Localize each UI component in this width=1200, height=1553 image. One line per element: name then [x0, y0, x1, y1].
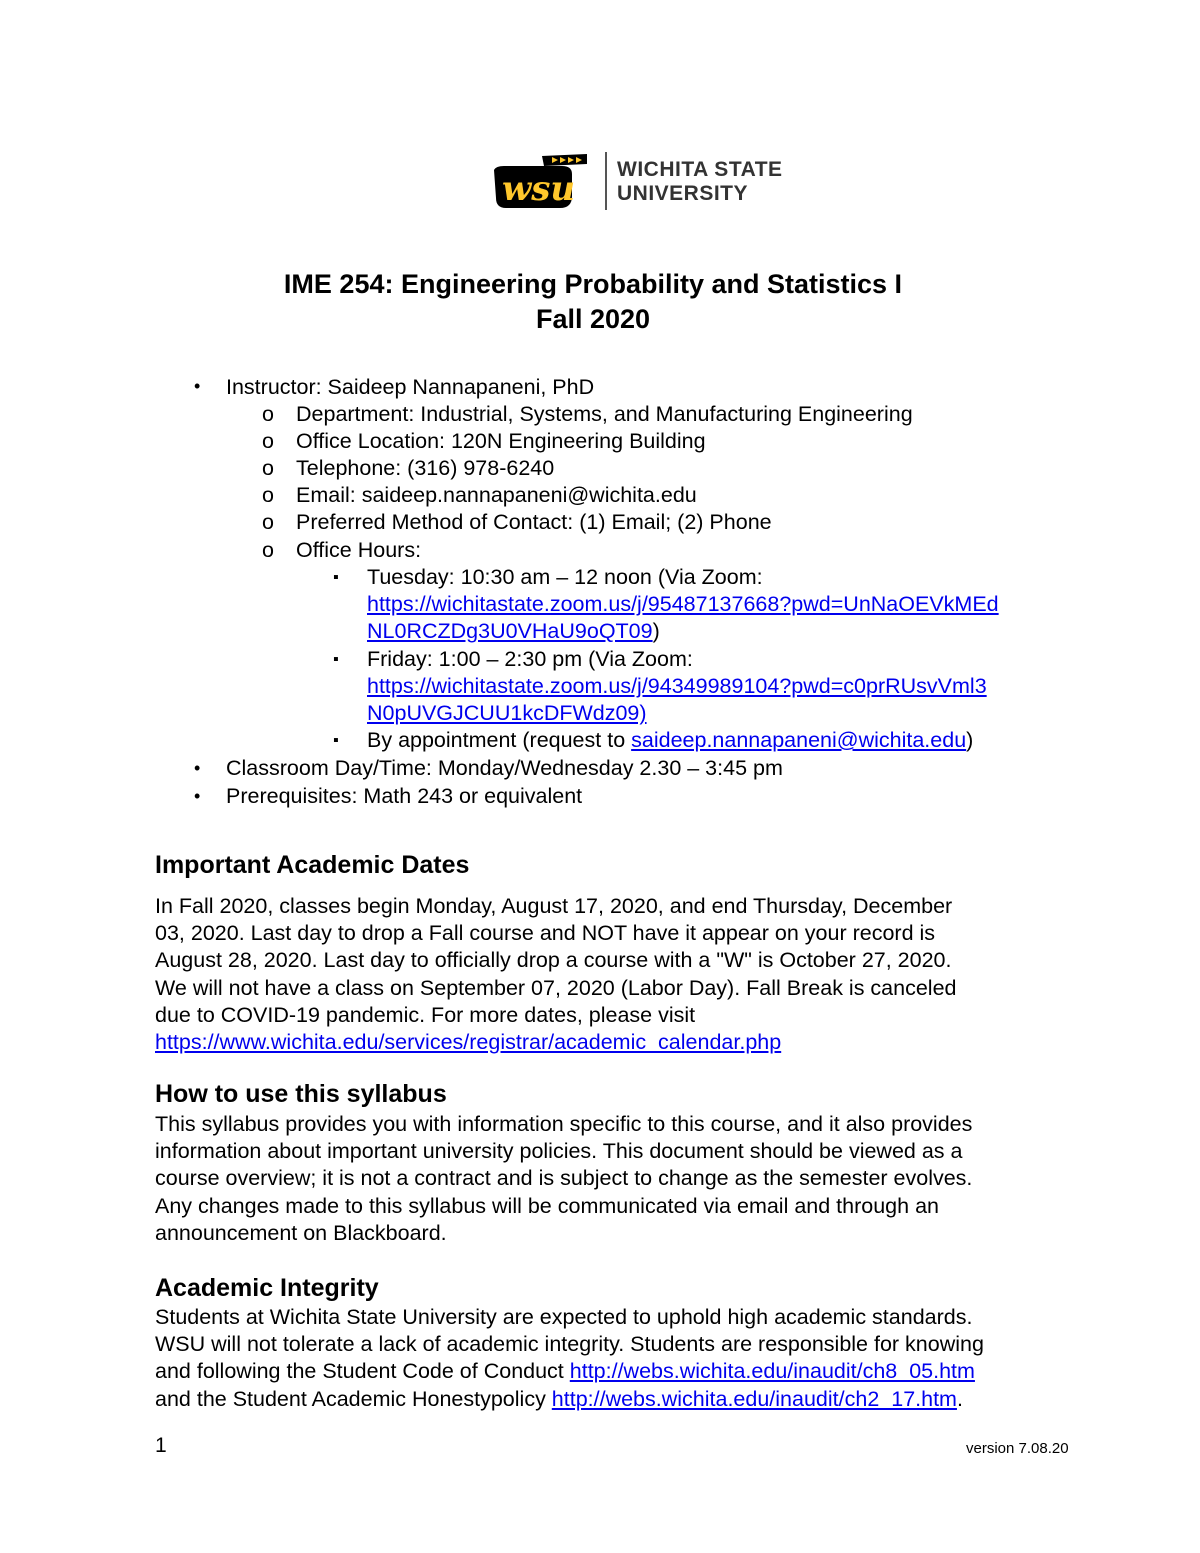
integrity-line: WSU will not tolerate a lack of academic integrity. Students are responsible for knowing: [155, 1332, 984, 1357]
svg-text:UNIVERSITY: UNIVERSITY: [617, 182, 749, 205]
square-marker: ▪: [333, 651, 339, 668]
dates-line: 03, 2020. Last day to drop a Fall course and NOT have it appear on your record is: [155, 921, 936, 946]
circle-marker: o: [262, 483, 274, 507]
friday-zoom-link[interactable]: https://wichitastate.zoom.us/j/94349989104?pwd=c0prRUsvVml3: [367, 674, 987, 698]
integrity-line: and following the Student Code of Conduct: [155, 1359, 570, 1384]
wsu-shocker-logo-icon: [492, 148, 792, 214]
friday-zoom-link-continued[interactable]: N0pUVGJCUU1kcDFWdz09): [367, 701, 647, 725]
preferred-contact-text: Preferred Method of Contact: (1) Email; (2) Phone: [296, 510, 772, 534]
circle-marker: o: [262, 538, 274, 562]
appointment-close-paren: ): [966, 728, 974, 752]
office-location-text: Office Location: 120N Engineering Building: [296, 429, 706, 453]
friday-hours-text: Friday: 1:00 – 2:30 pm (Via Zoom:: [367, 647, 693, 671]
syllabus-paragraph: [155, 1111, 972, 1247]
integrity-heading: Academic Integrity: [155, 1274, 379, 1302]
tuesday-zoom-link[interactable]: https://wichitastate.zoom.us/j/95487137668?pwd=UnNaOEVkMEd: [367, 592, 999, 616]
page-number: 1: [155, 1434, 167, 1457]
tuesday-zoom-link-continued[interactable]: NL0RCZDg3U0VHaU9oQT09: [367, 619, 653, 643]
department-text: Department: Industrial, Systems, and Manufacturing Engineering: [296, 402, 913, 426]
dates-line: due to COVID-19 pandemic. For more dates, please visit: [155, 1002, 696, 1027]
honesty-policy-link[interactable]: http://webs.wichita.edu/inaudit/ch2_17.htm: [551, 1386, 957, 1411]
semester-title: Fall 2020: [535, 304, 651, 334]
circle-marker: o: [262, 402, 274, 426]
bullet-marker: •: [194, 786, 201, 806]
dates-heading: Important Academic Dates: [155, 851, 470, 879]
dates-line: August 28, 2020. Last day to officially drop a course with a "W" is October 27, 2020.: [155, 948, 952, 973]
integrity-period: .: [956, 1386, 963, 1411]
bullet-marker: •: [194, 376, 201, 396]
office-hours-label: Office Hours:: [296, 538, 422, 562]
syllabus-line: announcement on Blackboard.: [155, 1220, 447, 1245]
wsu-logo: [492, 148, 792, 214]
appointment-text: By appointment (request to: [367, 728, 632, 752]
instructor-text: Instructor: Saideep Nannapaneni, PhD: [226, 375, 595, 399]
tuesday-close-paren: ): [652, 619, 660, 643]
appointment-email-link[interactable]: saideep.nannapaneni@wichita.edu: [631, 728, 967, 752]
classroom-text: Classroom Day/Time: Monday/Wednesday 2.30 – 3:45 pm: [226, 756, 783, 780]
integrity-line: and the Student Academic Honestypolicy: [155, 1386, 552, 1411]
dates-paragraph: [155, 893, 956, 1056]
telephone-text: Telephone: (316) 978-6240: [296, 456, 555, 480]
syllabus-line: course overview; it is not a contract and is subject to change as the semester evolves.: [155, 1166, 973, 1191]
svg-text:WICHITA STATE: WICHITA STATE: [617, 158, 783, 181]
academic-calendar-link[interactable]: https://www.wichita.edu/services/registrar/academic_calendar.php: [155, 1029, 782, 1054]
course-title: IME 254: Engineering Probability and Statistics I: [283, 269, 903, 299]
dates-line: We will not have a class on September 07, 2020 (Labor Day). Fall Break is canceled: [155, 975, 957, 1000]
tuesday-hours-text: Tuesday: 10:30 am – 12 noon (Via Zoom:: [367, 565, 763, 589]
email-text: Email: saideep.nannapaneni@wichita.edu: [296, 483, 697, 507]
square-marker: ▪: [333, 569, 339, 586]
square-marker: ▪: [333, 732, 339, 749]
prerequisites-text: Prerequisites: Math 243 or equivalent: [226, 784, 583, 808]
integrity-paragraph: [155, 1304, 984, 1413]
circle-marker: o: [262, 510, 274, 534]
logo-mark-text: wsu: [502, 169, 576, 209]
syllabus-line: Any changes made to this syllabus will be communicated via email and through an: [155, 1193, 939, 1218]
circle-marker: o: [262, 456, 274, 480]
integrity-line: Students at Wichita State University are expected to uphold high academic standards.: [155, 1305, 973, 1329]
dates-line: In Fall 2020, classes begin Monday, August 17, 2020, and end Thursday, December: [155, 894, 953, 918]
syllabus-heading: How to use this syllabus: [155, 1080, 447, 1108]
code-of-conduct-link[interactable]: http://webs.wichita.edu/inaudit/ch8_05.htm: [569, 1359, 975, 1384]
syllabus-line: This syllabus provides you with information specific to this course, and it also provides: [155, 1112, 973, 1136]
syllabus-line: information about important university policies. This document should be viewed as a: [155, 1139, 963, 1164]
version-label: version 7.08.20: [966, 1440, 1069, 1457]
bullet-marker: •: [194, 758, 201, 778]
circle-marker: o: [262, 429, 274, 453]
